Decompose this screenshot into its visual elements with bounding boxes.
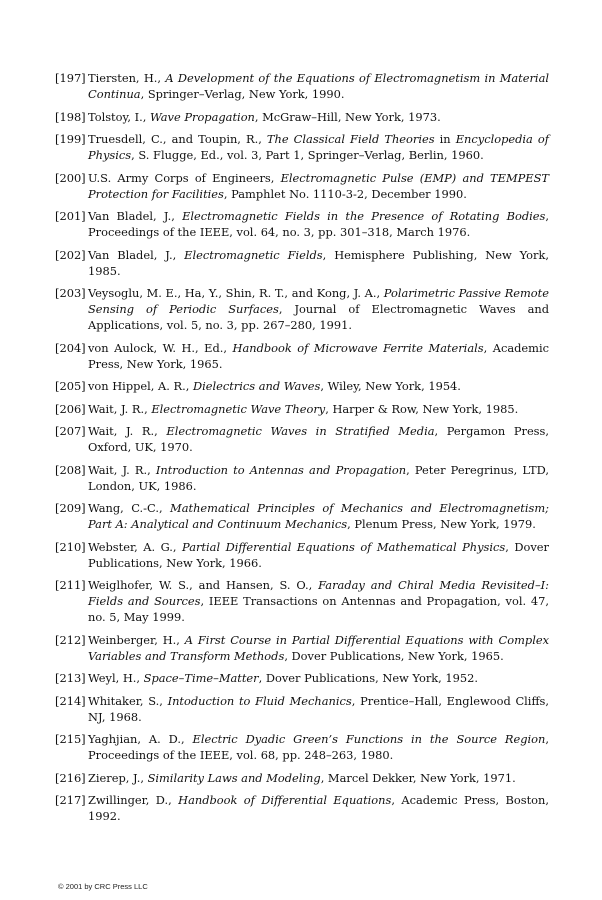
reference-text	[88, 401, 549, 417]
reference-entry	[55, 285, 549, 333]
reference-text	[88, 792, 549, 824]
reference-text	[88, 577, 549, 625]
reference-publication: , Pergamon Press, Oxford, UK, 1970.	[88, 424, 549, 454]
reference-text	[88, 731, 549, 763]
reference-entry	[55, 109, 549, 125]
reference-text	[88, 500, 549, 532]
reference-list	[55, 70, 549, 831]
reference-authors: Zierep, J.,	[88, 770, 148, 785]
reference-title: Electromagnetic Pulse (EMP) and TEMPEST Protection for Facilities	[88, 170, 550, 201]
reference-title: Faraday and Chiral Media Revisited–I: Fields and Sources	[88, 578, 549, 608]
reference-text	[88, 131, 549, 163]
reference-publication: , IEEE Transactions on Antennas and Propagation, vol. 47, no. 5, May 1999.	[88, 594, 549, 624]
reference-number: [205]	[55, 379, 86, 393]
reference-text	[88, 70, 549, 102]
reference-publication: , Proceedings of the IEEE, vol. 68, pp. 248–263, 1980.	[88, 732, 550, 762]
reference-entry	[55, 170, 549, 202]
reference-authors: Yaghjian, A. D.,	[88, 732, 193, 746]
reference-publication: , Marcel Dekker, New York, 1971.	[320, 770, 516, 785]
reference-title: Handbook of Microwave Ferrite Materials	[232, 340, 484, 355]
reference-authors: Wait, J. R.,	[88, 401, 152, 416]
reference-entry	[55, 340, 549, 372]
reference-text	[88, 340, 549, 372]
reference-entry	[55, 693, 549, 725]
reference-text	[88, 208, 549, 240]
reference-authors: Truesdell, C., and Toupin, R.,	[88, 132, 267, 146]
reference-publication: , Proceedings of the IEEE, vol. 64, no. 3, pp. 301–318, March 1976.	[88, 209, 549, 239]
reference-title: Electromagnetic Wave Theory	[151, 401, 326, 416]
reference-publication: , Hemisphere Publishing, New York, 1985.	[88, 247, 549, 278]
reference-publication: , Plenum Press, New York, 1979.	[347, 517, 536, 531]
reference-entry	[55, 792, 549, 824]
reference-entry	[55, 577, 549, 625]
reference-text	[88, 285, 549, 333]
reference-title: Dielectrics and Waves	[192, 379, 321, 393]
reference-authors: Wang, C.-C.,	[88, 501, 171, 515]
reference-publication: , Harper & Row, New York, 1985.	[325, 401, 519, 416]
reference-authors: Zwillinger, D.,	[88, 793, 179, 807]
reference-title: A Development of the Equations of Electromagnetism in Material Continua	[88, 71, 550, 101]
copyright-footer: © 2001 by CRC Press LLC	[58, 882, 148, 891]
reference-number: [201]	[55, 209, 86, 223]
reference-authors: U.S. Army Corps of Engineers,	[88, 170, 281, 185]
reference-publication: , Wiley, New York, 1954.	[320, 379, 461, 393]
reference-publication: , S. Flugge, Ed., vol. 3, Part 1, Springer–Verlag, Berlin, 1960.	[131, 148, 484, 162]
reference-publication: , Peter Peregrinus, LTD, London, UK, 1986.	[88, 462, 549, 493]
reference-text	[88, 423, 549, 455]
reference-authors: Weiglhofer, W. S., and Hansen, S. O.,	[88, 578, 319, 592]
reference-entry	[55, 208, 549, 240]
reference-authors: Tiersten, H.,	[88, 71, 166, 85]
reference-title: Space–Time–Matter	[143, 671, 259, 685]
reference-entry	[55, 539, 549, 571]
reference-authors: Webster, A. G.,	[88, 539, 183, 554]
reference-authors: Wait, J. R.,	[88, 424, 167, 438]
reference-title: Wave Propagation	[150, 109, 255, 124]
reference-text	[88, 378, 549, 394]
reference-publication: , Journal of Electromagnetic Waves and Applications, vol. 5, no. 3, pp. 267–280, 1991.	[88, 302, 549, 332]
reference-connector: in	[434, 132, 456, 146]
reference-entry	[55, 378, 549, 394]
reference-text	[88, 693, 549, 725]
reference-number: [202]	[55, 247, 86, 262]
reference-entry	[55, 670, 549, 686]
reference-title: Polarimetric Passive Remote Sensing of Periodic Surfaces	[88, 286, 549, 316]
reference-entry	[55, 247, 549, 279]
reference-publication: , McGraw–Hill, New York, 1973.	[254, 109, 441, 124]
reference-entry	[55, 401, 549, 417]
reference-number: [200]	[55, 170, 86, 185]
reference-title: Partial Differential Equations of Mathematical Physics	[182, 539, 506, 554]
reference-number: [199]	[55, 132, 86, 146]
reference-secondary-title: Encyclopedia of Physics	[88, 132, 549, 162]
reference-number: [204]	[55, 340, 86, 355]
reference-text	[88, 770, 549, 786]
reference-title: Electromagnetic Fields	[184, 247, 323, 262]
reference-text	[88, 109, 549, 125]
reference-number: [216]	[55, 770, 86, 785]
reference-publication: , Dover Publications, New York, 1966.	[88, 539, 549, 570]
reference-authors: Van Bladel, J.,	[88, 247, 185, 262]
reference-authors: Veysoglu, M. E., Ha, Y., Shin, R. T., and Kong, J. A.,	[88, 286, 384, 300]
reference-publication: , Pamphlet No. 1110-3-2, December 1990.	[223, 186, 467, 201]
reference-title: Electromagnetic Fields in the Presence of Rotating Bodies	[182, 209, 546, 223]
reference-text	[88, 539, 549, 571]
reference-title: Mathematical Principles of Mechanics and Electromagnetism; Part A: Analytical and Continuum Mechanics	[88, 501, 550, 531]
reference-text	[88, 670, 549, 686]
reference-authors: Tolstoy, I.,	[88, 109, 151, 124]
reference-number: [217]	[55, 793, 86, 807]
reference-number: [206]	[55, 401, 86, 416]
reference-publication: , Dover Publications, New York, 1965.	[284, 648, 504, 663]
reference-publication: , Academic Press, New York, 1965.	[88, 340, 549, 371]
reference-title: A First Course in Partial Differential Equations with Complex Variables and Transform Methods	[88, 632, 549, 663]
reference-title: Handbook of Differential Equations	[178, 793, 392, 807]
reference-title: Electromagnetic Waves in Stratified Media	[166, 424, 435, 438]
reference-number: [208]	[55, 462, 86, 477]
reference-text	[88, 462, 549, 494]
reference-text	[88, 247, 549, 279]
reference-publication: , Academic Press, Boston, 1992.	[88, 793, 549, 823]
reference-title: Electric Dyadic Green’s Functions in the Source Region	[192, 732, 546, 746]
reference-number: [198]	[55, 109, 86, 124]
reference-number: [212]	[55, 632, 86, 647]
reference-entry	[55, 131, 549, 163]
reference-entry	[55, 423, 549, 455]
reference-authors: Whitaker, S.,	[88, 693, 168, 708]
reference-authors: Weinberger, H.,	[88, 632, 185, 647]
reference-title: Intoduction to Fluid Mechanics	[167, 693, 352, 708]
reference-entry	[55, 500, 549, 532]
reference-entry	[55, 462, 549, 494]
reference-text	[88, 632, 549, 664]
reference-publication: , Springer–Verlag, New York, 1990.	[140, 87, 345, 101]
reference-number: [207]	[55, 424, 86, 438]
reference-number: [197]	[55, 71, 86, 85]
reference-authors: Van Bladel, J.,	[88, 209, 183, 223]
reference-number: [215]	[55, 732, 86, 746]
reference-authors: von Aulock, W. H., Ed.,	[88, 340, 233, 355]
reference-entry	[55, 770, 549, 786]
reference-title: Similarity Laws and Modeling	[147, 770, 321, 785]
reference-entry	[55, 632, 549, 664]
reference-number: [209]	[55, 501, 86, 515]
reference-number: [214]	[55, 693, 86, 708]
reference-entry	[55, 731, 549, 763]
reference-authors: von Hippel, A. R.,	[88, 379, 193, 393]
reference-entry	[55, 70, 549, 102]
reference-number: [203]	[55, 286, 86, 300]
reference-number: [210]	[55, 539, 86, 554]
reference-title: Introduction to Antennas and Propagation	[155, 462, 407, 477]
reference-number: [213]	[55, 671, 86, 685]
reference-publication: , Prentice–Hall, Englewood Cliffs, NJ, 1968.	[88, 693, 550, 724]
reference-title: The Classical Field Theories	[266, 132, 435, 146]
reference-text	[88, 170, 549, 202]
reference-number: [211]	[55, 578, 86, 592]
reference-publication: , Dover Publications, New York, 1952.	[258, 671, 479, 685]
reference-authors: Wait, J. R.,	[88, 462, 156, 477]
reference-authors: Weyl, H.,	[88, 671, 144, 685]
